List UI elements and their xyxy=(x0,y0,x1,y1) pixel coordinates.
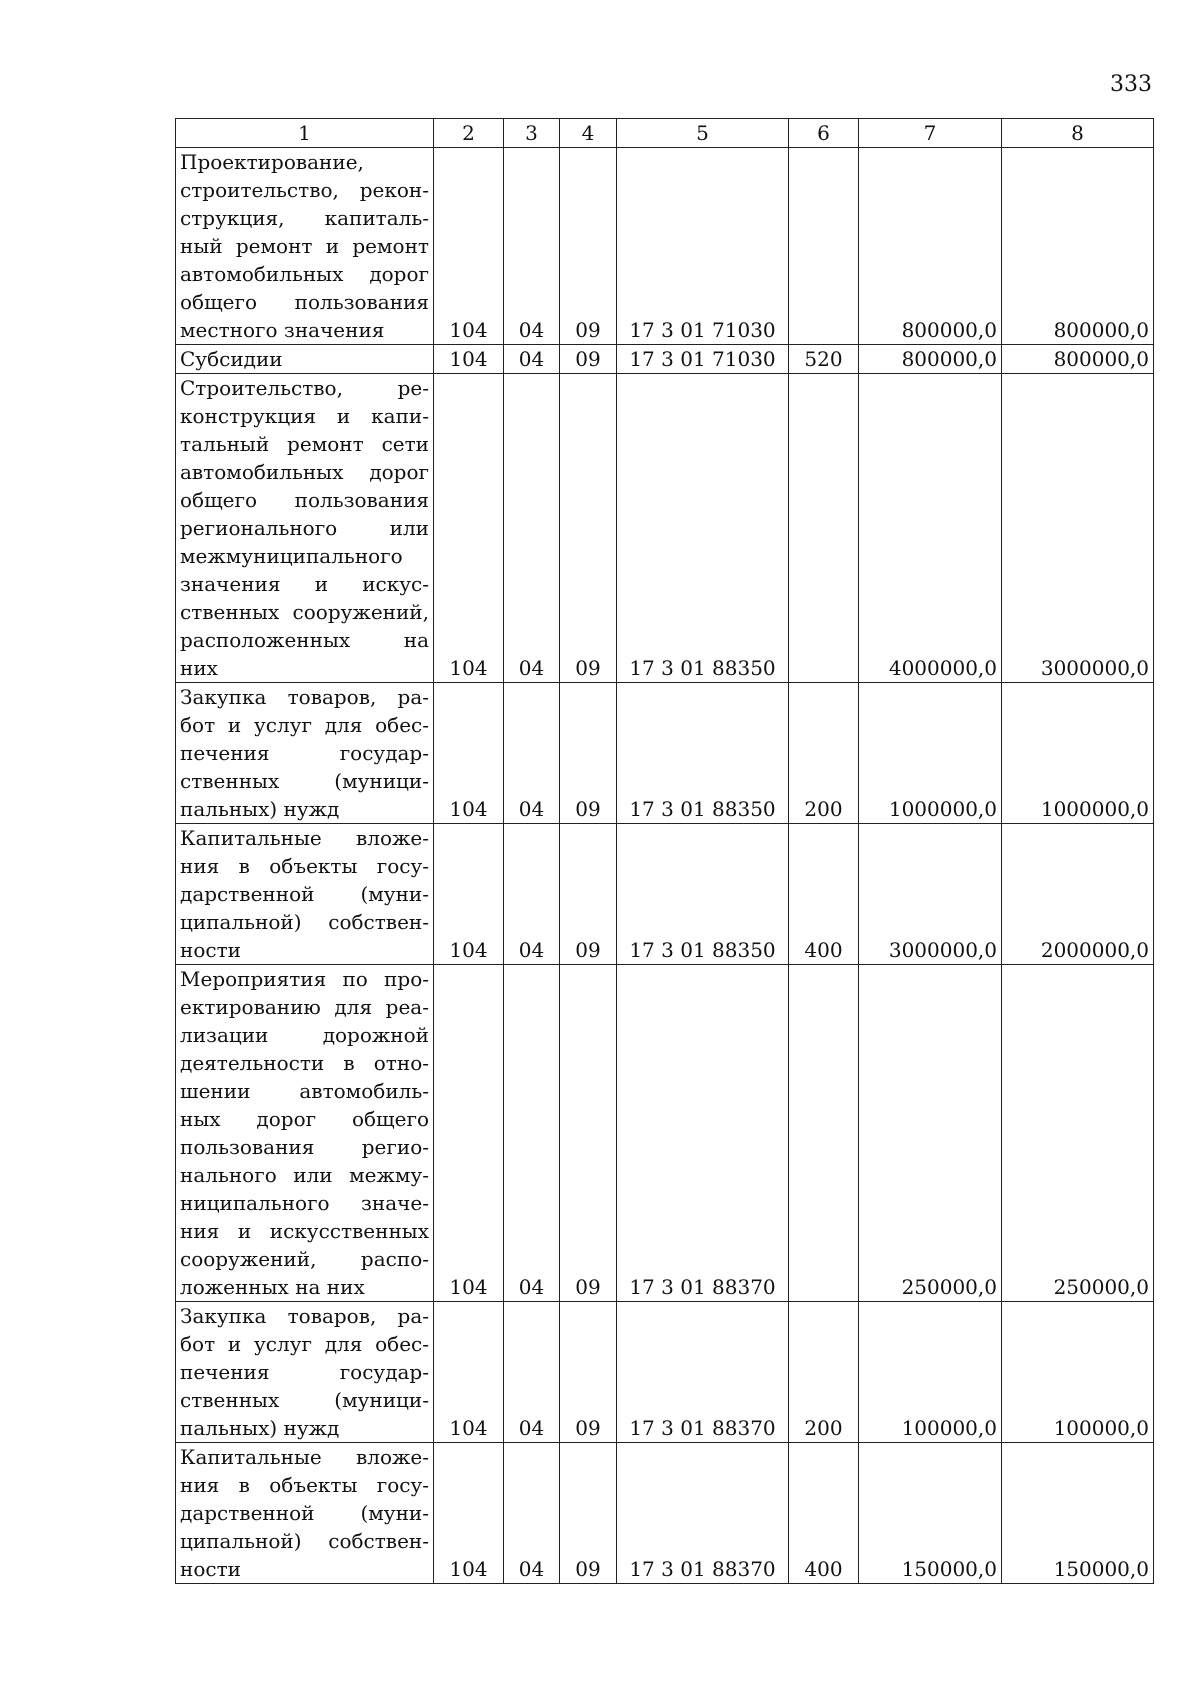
row-name-line: Строительство, ре- xyxy=(180,376,429,400)
cell-subsection: 04 xyxy=(504,1443,560,1584)
cell-subsection: 04 xyxy=(504,824,560,965)
cell-section: 104 xyxy=(434,965,504,1302)
cell-subsection: 04 xyxy=(504,345,560,374)
cell-target-article: 17 3 01 71030 xyxy=(617,345,789,374)
row-name-line: Капитальные вложе- xyxy=(180,1445,429,1469)
cell-item: 09 xyxy=(560,1443,617,1584)
row-name-line: Капитальные вложе- xyxy=(180,826,429,850)
table-row xyxy=(176,148,1154,345)
cell-subsection: 04 xyxy=(504,1302,560,1443)
row-name-line: печения государ- xyxy=(180,741,429,765)
cell-expense-type xyxy=(789,374,859,683)
row-name-line: пользования регио- xyxy=(180,1135,429,1159)
header-cell-7: 7 xyxy=(859,119,1002,148)
cell-expense-type xyxy=(789,148,859,345)
row-name-line: строительство, рекон- xyxy=(180,178,429,202)
cell-target-article: 17 3 01 71030 xyxy=(617,148,789,345)
row-name-line: автомобильных дорог xyxy=(180,460,429,484)
row-name-line: ственных (муници- xyxy=(180,769,429,793)
cell-amount-1: 800000,0 xyxy=(859,345,1002,374)
cell-subsection: 04 xyxy=(504,965,560,1302)
header-row xyxy=(176,119,1154,148)
cell-item: 09 xyxy=(560,374,617,683)
cell-section: 104 xyxy=(434,824,504,965)
cell-subsection: 04 xyxy=(504,374,560,683)
header-cell-4: 4 xyxy=(560,119,617,148)
row-name-line: тальный ремонт сети xyxy=(180,432,429,456)
row-name-line: струкция, капиталь- xyxy=(180,206,429,230)
cell-expense-type xyxy=(789,965,859,1302)
row-name-line: ниципального значе- xyxy=(180,1191,429,1215)
row-name-cell xyxy=(176,1443,434,1584)
cell-section: 104 xyxy=(434,1302,504,1443)
cell-section: 104 xyxy=(434,683,504,824)
cell-expense-type: 200 xyxy=(789,683,859,824)
row-name-cell xyxy=(176,374,434,683)
cell-item: 09 xyxy=(560,1302,617,1443)
table-row xyxy=(176,683,1154,824)
row-name-cell xyxy=(176,824,434,965)
row-name-line: ственных (муници- xyxy=(180,1388,429,1412)
header-cell-3: 3 xyxy=(504,119,560,148)
row-name-line: печения государ- xyxy=(180,1360,429,1384)
cell-target-article: 17 3 01 88350 xyxy=(617,374,789,683)
row-name-line: ципальной) собствен- xyxy=(180,1529,429,1553)
row-name-line: ности xyxy=(180,938,241,962)
cell-target-article: 17 3 01 88370 xyxy=(617,1302,789,1443)
cell-target-article: 17 3 01 88370 xyxy=(617,965,789,1302)
row-name-line: ния в объекты госу- xyxy=(180,1473,429,1497)
table-row xyxy=(176,345,1154,374)
cell-amount-1: 4000000,0 xyxy=(859,374,1002,683)
header-cell-8: 8 xyxy=(1002,119,1154,148)
table-row xyxy=(176,824,1154,965)
cell-item: 09 xyxy=(560,965,617,1302)
header-cell-2: 2 xyxy=(434,119,504,148)
row-name-line: них xyxy=(180,656,218,680)
cell-expense-type: 200 xyxy=(789,1302,859,1443)
row-name-line: Субсидии xyxy=(180,347,283,371)
row-name-line: пальных) нужд xyxy=(180,1416,340,1440)
row-name-line: бот и услуг для обес- xyxy=(180,713,429,737)
cell-item: 09 xyxy=(560,824,617,965)
row-name-line: дарственной (муни- xyxy=(180,1501,429,1525)
row-name-line: шении автомобиль- xyxy=(180,1079,429,1103)
row-name-line: конструкция и капи- xyxy=(180,404,429,428)
cell-amount-2: 1000000,0 xyxy=(1002,683,1154,824)
row-name-cell xyxy=(176,1302,434,1443)
cell-amount-2: 100000,0 xyxy=(1002,1302,1154,1443)
row-name-line: Закупка товаров, ра- xyxy=(180,1304,429,1328)
table-row xyxy=(176,1443,1154,1584)
row-name-line: общего пользования xyxy=(180,488,429,512)
row-name-cell xyxy=(176,683,434,824)
table-row xyxy=(176,374,1154,683)
cell-section: 104 xyxy=(434,148,504,345)
row-name-line: общего пользования xyxy=(180,290,429,314)
row-name-line: регионального или xyxy=(180,516,429,540)
table-row xyxy=(176,1302,1154,1443)
table-body xyxy=(176,148,1154,1584)
row-name-line: ектированию для реа- xyxy=(180,995,429,1019)
page-number: 333 xyxy=(1110,72,1152,97)
table-row xyxy=(176,965,1154,1302)
header-cell-5: 5 xyxy=(617,119,789,148)
row-name-line: межмуниципального xyxy=(180,544,403,568)
cell-amount-1: 250000,0 xyxy=(859,965,1002,1302)
cell-target-article: 17 3 01 88370 xyxy=(617,1443,789,1584)
cell-item: 09 xyxy=(560,683,617,824)
row-name-cell xyxy=(176,345,434,374)
row-name-line: Мероприятия по про- xyxy=(180,967,429,991)
row-name-line: ложенных на них xyxy=(180,1275,365,1299)
row-name-line: автомобильных дорог xyxy=(180,262,429,286)
header-cell-1: 1 xyxy=(176,119,434,148)
cell-amount-1: 150000,0 xyxy=(859,1443,1002,1584)
row-name-line: ственных сооружений, xyxy=(180,600,429,624)
row-name-line: ния и искусственных xyxy=(180,1219,429,1243)
row-name-line: пальных) нужд xyxy=(180,797,340,821)
cell-subsection: 04 xyxy=(504,683,560,824)
cell-amount-2: 800000,0 xyxy=(1002,148,1154,345)
row-name-line: сооружений, распо- xyxy=(180,1247,429,1271)
row-name-line: ния в объекты госу- xyxy=(180,854,429,878)
cell-target-article: 17 3 01 88350 xyxy=(617,683,789,824)
row-name-line: деятельности в отно- xyxy=(180,1051,429,1075)
row-name-line: нального или межму- xyxy=(180,1163,429,1187)
header-cell-6: 6 xyxy=(789,119,859,148)
cell-item: 09 xyxy=(560,148,617,345)
row-name-line: ный ремонт и ремонт xyxy=(180,234,429,258)
row-name-line: ности xyxy=(180,1557,241,1581)
cell-amount-1: 3000000,0 xyxy=(859,824,1002,965)
cell-amount-2: 250000,0 xyxy=(1002,965,1154,1302)
cell-expense-type: 400 xyxy=(789,1443,859,1584)
row-name-line: дарственной (муни- xyxy=(180,882,429,906)
budget-table xyxy=(175,118,1154,1584)
row-name-line: Закупка товаров, ра- xyxy=(180,685,429,709)
cell-expense-type: 520 xyxy=(789,345,859,374)
cell-target-article: 17 3 01 88350 xyxy=(617,824,789,965)
row-name-cell xyxy=(176,965,434,1302)
cell-amount-1: 100000,0 xyxy=(859,1302,1002,1443)
cell-amount-2: 2000000,0 xyxy=(1002,824,1154,965)
cell-section: 104 xyxy=(434,345,504,374)
cell-amount-1: 1000000,0 xyxy=(859,683,1002,824)
row-name-line: местного значения xyxy=(180,318,385,342)
row-name-line: расположенных на xyxy=(180,628,429,652)
row-name-line: ципальной) собствен- xyxy=(180,910,429,934)
cell-section: 104 xyxy=(434,1443,504,1584)
row-name-line: бот и услуг для обес- xyxy=(180,1332,429,1356)
row-name-line: Проектирование, xyxy=(180,150,364,174)
cell-amount-2: 3000000,0 xyxy=(1002,374,1154,683)
cell-amount-2: 150000,0 xyxy=(1002,1443,1154,1584)
row-name-line: значения и искус- xyxy=(180,572,429,596)
cell-amount-2: 800000,0 xyxy=(1002,345,1154,374)
cell-amount-1: 800000,0 xyxy=(859,148,1002,345)
cell-item: 09 xyxy=(560,345,617,374)
row-name-cell xyxy=(176,148,434,345)
cell-subsection: 04 xyxy=(504,148,560,345)
cell-section: 104 xyxy=(434,374,504,683)
row-name-line: ных дорог общего xyxy=(180,1107,429,1131)
row-name-line: лизации дорожной xyxy=(180,1023,429,1047)
cell-expense-type: 400 xyxy=(789,824,859,965)
